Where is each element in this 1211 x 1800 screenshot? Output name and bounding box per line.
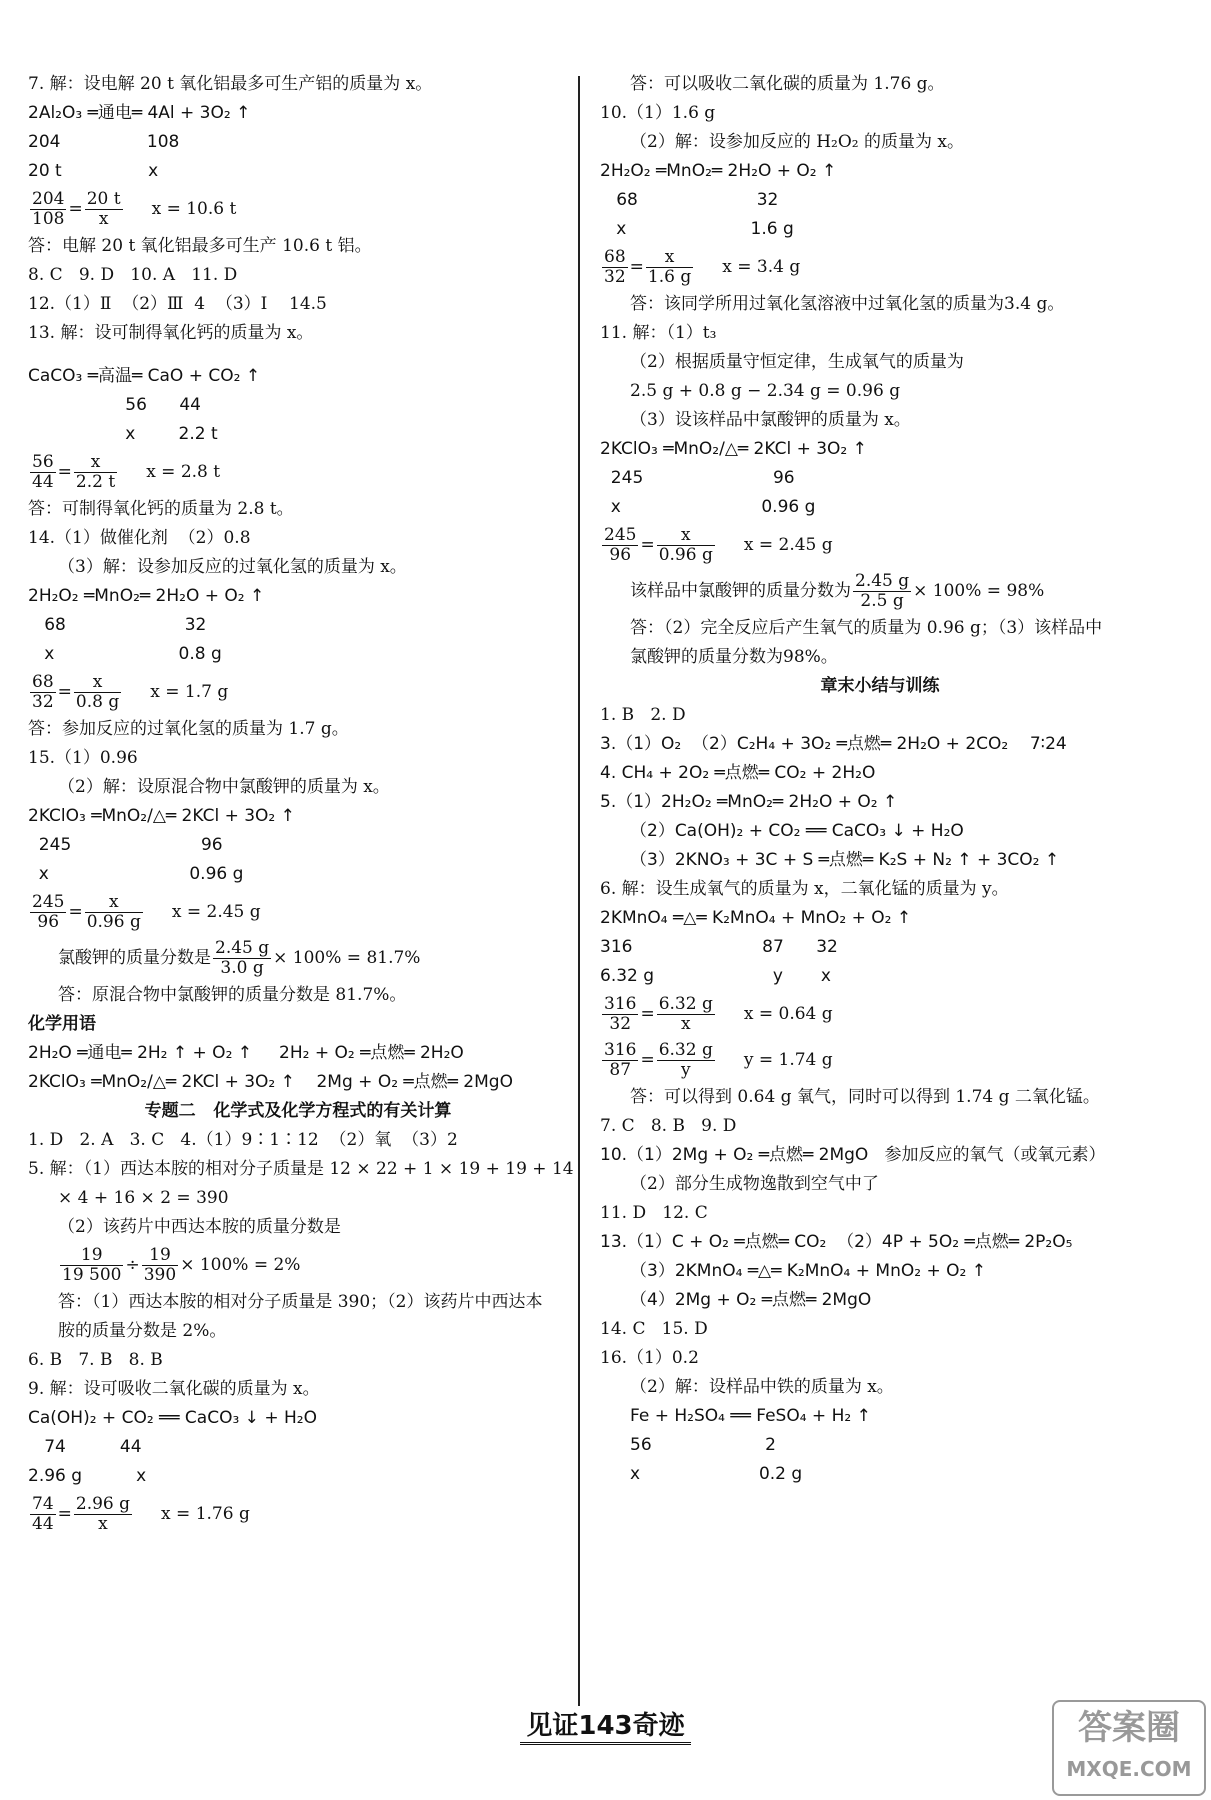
numerator: x — [657, 526, 715, 546]
text-line — [600, 701, 1160, 730]
numerator: 6.32 g — [658, 994, 713, 1014]
text-line — [600, 1344, 1160, 1373]
text-line — [28, 1213, 568, 1242]
text-line — [600, 1228, 1160, 1257]
fraction — [30, 190, 66, 229]
text-line — [600, 348, 1160, 377]
line-text: 2KClO₃ ═MnO₂/△═ 2KCl + 3O₂ ↑ — [28, 806, 295, 826]
fraction — [60, 1246, 123, 1285]
text-line — [28, 1317, 568, 1346]
fraction — [657, 1041, 715, 1080]
line-text: x 2.2 t — [28, 424, 218, 444]
numerator: 2.96 g — [75, 1494, 131, 1514]
text-line — [28, 362, 568, 391]
line-text: 15.（1）0.96 — [28, 748, 138, 768]
text-line — [600, 377, 1160, 406]
result: × 100% = 98% — [913, 581, 1045, 601]
operator: = — [68, 199, 83, 219]
operator: = — [57, 1504, 72, 1524]
line-text: 化学用语 — [28, 1014, 96, 1034]
text-line — [600, 1199, 1160, 1228]
fraction-line — [28, 1242, 568, 1288]
line-text: 9. 解：设可吸收二氧化碳的质量为 x。 — [28, 1379, 320, 1399]
line-text: 6. 解：设生成氧气的质量为 x，二氧化锰的质量为 y。 — [600, 879, 1009, 899]
line-text: 8. C 9. D 10. A 11. D — [28, 265, 238, 285]
fraction — [30, 453, 56, 492]
text-line — [28, 1375, 568, 1404]
operator: = — [629, 257, 644, 277]
text-line — [28, 157, 568, 186]
text-line — [600, 1460, 1160, 1489]
text-line — [28, 582, 568, 611]
line-text: 2H₂O₂ ═MnO₂═ 2H₂O + O₂ ↑ — [28, 586, 265, 606]
line-text: 2.96 g x — [28, 1466, 147, 1486]
line-text: 14. C 15. D — [600, 1319, 708, 1339]
text-line — [600, 1402, 1160, 1431]
line-text: 答：原混合物中氯酸钾的质量分数是 81.7%。 — [58, 985, 407, 1005]
fraction — [30, 673, 56, 712]
line-text: 316 87 32 — [600, 937, 838, 957]
text-line — [600, 1315, 1160, 1344]
numerator: 6.32 g — [658, 1040, 713, 1060]
line-text: 6.32 g y x — [600, 966, 831, 986]
line-text: 答：可以得到 0.64 g 氧气，同时可以得到 1.74 g 二氧化锰。 — [630, 1087, 1100, 1107]
line-text: （2）该药片中西达本胺的质量分数是 — [58, 1217, 341, 1237]
line-text: 4. CH₄ + 2O₂ ═点燃═ CO₂ + 2H₂O — [600, 763, 876, 783]
line-text: （2）解：设原混合物中氯酸钾的质量为 x。 — [58, 777, 390, 797]
text-line — [28, 290, 568, 319]
result: x = 0.64 g — [716, 1004, 833, 1024]
line-text: 答：可以吸收二氧化碳的质量为 1.76 g。 — [630, 74, 945, 94]
denominator: 0.96 g — [86, 912, 141, 932]
text-line — [600, 759, 1160, 788]
footer-left-text: 见证 — [526, 1711, 579, 1741]
line-text: （2）Ca(OH)₂ + CO₂ ══ CaCO₃ ↓ + H₂O — [630, 821, 964, 841]
line-text: 专题二 化学式及化学方程式的有关计算 — [144, 1101, 452, 1121]
line-text: 氯酸钾的质量分数为98%。 — [630, 647, 838, 667]
fraction — [85, 893, 143, 932]
denominator: 96 — [37, 912, 60, 932]
numerator: 245 — [32, 892, 65, 912]
fraction-line — [600, 991, 1160, 1037]
right-column — [600, 70, 1160, 1489]
line-text: 11. D 12. C — [600, 1203, 708, 1223]
numerator: 204 — [32, 189, 65, 209]
text-line — [28, 860, 568, 889]
line-text: 答：（1）西达本胺的相对分子质量是 390；（2）该药片中西达本 — [58, 1292, 543, 1312]
page-number-label — [520, 1705, 690, 1745]
text-line — [600, 817, 1160, 846]
text-line — [600, 290, 1160, 319]
text-line — [28, 744, 568, 773]
line-text: 6. B 7. B 8. B — [28, 1350, 163, 1370]
fraction — [602, 995, 638, 1034]
denominator: 32 — [604, 267, 626, 287]
text-line — [600, 788, 1160, 817]
text-line — [28, 70, 568, 99]
fraction — [85, 190, 123, 229]
result: x = 10.6 t — [124, 199, 237, 219]
text-line — [28, 611, 568, 640]
denominator: 2.2 t — [75, 472, 116, 492]
text-line — [600, 464, 1160, 493]
line-text: 章末小结与训练 — [820, 676, 940, 696]
fraction-line — [28, 186, 568, 232]
line-text: 答：电解 20 t 氧化铝最多可生产 10.6 t 铝。 — [28, 236, 372, 256]
text-line — [28, 1288, 568, 1317]
denominator: 19 500 — [62, 1265, 122, 1285]
line-text: 14.（1）做催化剂 （2）0.8 — [28, 528, 251, 548]
denominator: x — [98, 209, 109, 229]
line-text: （2）解：设参加反应的 H₂O₂ 的质量为 x。 — [630, 132, 965, 152]
line-text: 16.（1）0.2 — [600, 1348, 699, 1368]
line-text: （3）2KMnO₄ ═△═ K₂MnO₄ + MnO₂ + O₂ ↑ — [630, 1261, 986, 1281]
fraction-line — [600, 568, 1160, 614]
line-text: 7. C 8. B 9. D — [600, 1116, 737, 1136]
text-line — [600, 435, 1160, 464]
text-line — [600, 1257, 1160, 1286]
result: y = 1.74 g — [716, 1050, 833, 1070]
line-text: 13.（1）C + O₂ ═点燃═ CO₂ （2）4P + 5O₂ ═点燃═ 2P₂O₅ — [600, 1232, 1073, 1252]
text-line — [600, 933, 1160, 962]
operator: = — [68, 902, 83, 922]
line-text: （3）2KNO₃ + 3C + S ═点燃═ K₂S + N₂ ↑ + 3CO₂ ↑ — [630, 850, 1060, 870]
text-line — [600, 215, 1160, 244]
line-text: 12.（1）Ⅱ （2）Ⅲ 4 （3）Ⅰ 14.5 — [28, 294, 327, 314]
line-text: 10.（1）1.6 g — [600, 103, 716, 123]
line-text: 74 44 — [28, 1437, 142, 1457]
numerator: 2.45 g — [215, 938, 270, 958]
text-line — [28, 1068, 568, 1097]
numerator: x — [74, 673, 121, 693]
fraction-line — [28, 669, 568, 715]
text-line — [600, 730, 1160, 759]
line-text: 胺的质量分数是 2%。 — [58, 1321, 227, 1341]
page-footer — [0, 1705, 1211, 1745]
text-line — [600, 875, 1160, 904]
line-text: 56 44 — [28, 395, 201, 415]
denominator: 108 — [32, 209, 65, 229]
text-line — [600, 904, 1160, 933]
numerator: 316 — [604, 994, 637, 1014]
line-text: 68 32 — [28, 615, 207, 635]
denominator: 96 — [609, 545, 632, 565]
fraction-line — [28, 889, 568, 935]
denominator: 3.0 g — [220, 958, 264, 978]
line-text: 10.（1）2Mg + O₂ ═点燃═ 2MgO 参加反应的氧气（或氧元素） — [600, 1145, 1106, 1165]
result: x = 2.45 g — [144, 902, 261, 922]
text-line — [600, 319, 1160, 348]
text-line — [28, 831, 568, 860]
result: x = 2.45 g — [716, 535, 833, 555]
denominator: 44 — [32, 472, 54, 492]
denominator: 44 — [32, 1514, 54, 1534]
text-line — [28, 1126, 568, 1155]
watermark-logo — [1052, 1700, 1206, 1796]
line-text: × 4 + 16 × 2 = 390 — [58, 1188, 229, 1208]
numerator: 19 — [60, 1246, 123, 1266]
text-line — [600, 614, 1160, 643]
page-number: 143 — [578, 1711, 633, 1741]
line-text: 2KClO₃ ═MnO₂/△═ 2KCl + 3O₂ ↑ 2Mg + O₂ ═点燃═ 2MgO — [28, 1072, 513, 1092]
line-text: x 1.6 g — [600, 219, 794, 239]
line-text: （3）设该样品中氯酸钾的质量为 x。 — [630, 410, 911, 430]
fraction — [74, 673, 121, 712]
line-text: 2.5 g + 0.8 g − 2.34 g = 0.96 g — [630, 381, 901, 401]
result: x = 3.4 g — [695, 257, 801, 277]
column-divider — [578, 76, 580, 1706]
text-line — [28, 1462, 568, 1491]
line-text: 245 96 — [28, 835, 223, 855]
line-text: Fe + H₂SO₄ ══ FeSO₄ + H₂ ↑ — [630, 1406, 871, 1426]
text-line — [28, 99, 568, 128]
line-text: x 0.2 g — [630, 1464, 803, 1484]
text-line — [28, 391, 568, 420]
numerator: 74 — [32, 1494, 54, 1514]
fraction — [602, 1041, 638, 1080]
denominator: 0.96 g — [658, 545, 713, 565]
line-text: 3.（1）O₂ （2）C₂H₄ + 3O₂ ═点燃═ 2H₂O + 2CO₂ 7∶24 — [600, 734, 1067, 754]
line-text: 答：该同学所用过氧化氢溶液中过氧化氢的质量为3.4 g。 — [630, 294, 1065, 314]
numerator: 20 t — [86, 189, 121, 209]
denominator: 87 — [609, 1060, 632, 1080]
line-text: x 0.96 g — [600, 497, 816, 517]
fraction — [853, 572, 911, 611]
line-text: 答：参加反应的过氧化氢的质量为 1.7 g。 — [28, 719, 349, 739]
fraction — [213, 939, 271, 978]
text-line — [600, 846, 1160, 875]
text-line — [28, 640, 568, 669]
fraction — [30, 893, 66, 932]
section-heading — [28, 1097, 568, 1126]
result: x = 1.7 g — [123, 682, 229, 702]
text-line — [28, 420, 568, 449]
text-line — [28, 319, 568, 348]
numerator: 245 — [604, 525, 637, 545]
text-line — [28, 1184, 568, 1213]
text-line — [28, 524, 568, 553]
denominator: 32 — [609, 1014, 632, 1034]
text-line — [600, 1373, 1160, 1402]
fraction-line — [600, 1037, 1160, 1083]
line-text: CaCO₃ ═高温═ CaO + CO₂ ↑ — [28, 366, 261, 386]
text-line — [28, 128, 568, 157]
text-line — [600, 1286, 1160, 1315]
line-text: 该样品中氯酸钾的质量分数为 — [630, 581, 851, 601]
line-text: 7. 解：设电解 20 t 氧化铝最多可生产铝的质量为 x。 — [28, 74, 433, 94]
text-line — [28, 981, 568, 1010]
line-text: x 0.96 g — [28, 864, 244, 884]
line-text: （2）解：设样品中铁的质量为 x。 — [630, 1377, 894, 1397]
fraction-line — [28, 1491, 568, 1537]
text-line — [28, 1039, 568, 1068]
line-text: 68 32 — [600, 190, 779, 210]
denominator: 2.5 g — [860, 591, 904, 611]
fraction-line — [600, 244, 1160, 290]
result: × 100% = 2% — [180, 1255, 301, 1275]
denominator: y — [680, 1060, 691, 1080]
text-line — [600, 493, 1160, 522]
line-text: 5.（1）2H₂O₂ ═MnO₂═ 2H₂O + O₂ ↑ — [600, 792, 898, 812]
denominator: 1.6 g — [647, 267, 692, 287]
text-line — [600, 1112, 1160, 1141]
text-line — [600, 1431, 1160, 1460]
fraction — [74, 1495, 132, 1534]
text-line — [600, 99, 1160, 128]
line-text: Ca(OH)₂ + CO₂ ══ CaCO₃ ↓ + H₂O — [28, 1408, 317, 1428]
numerator: 19 — [142, 1246, 178, 1266]
text-line — [28, 495, 568, 524]
text-line — [28, 1155, 574, 1184]
footer-right-text: 奇迹 — [632, 1711, 685, 1741]
text-line — [600, 1170, 1160, 1199]
text-line — [28, 1346, 568, 1375]
operator: = — [640, 1050, 655, 1070]
numerator: 316 — [604, 1040, 637, 1060]
fraction — [602, 248, 628, 287]
fraction-line — [28, 449, 568, 495]
line-text: 2H₂O ═通电═ 2H₂ ↑ + O₂ ↑ 2H₂ + O₂ ═点燃═ 2H₂O — [28, 1043, 464, 1063]
denominator: x — [98, 1514, 108, 1534]
text-line — [28, 773, 568, 802]
left-column — [28, 70, 574, 1537]
watermark-url: MXQE.COM — [1066, 1757, 1192, 1781]
watermark-title: 答案圈 — [1078, 1708, 1180, 1748]
text-line — [600, 406, 1160, 435]
text-line — [600, 643, 1160, 672]
numerator: 68 — [604, 247, 626, 267]
text-line — [28, 1433, 568, 1462]
numerator: x — [646, 248, 693, 268]
line-text: （4）2Mg + O₂ ═点燃═ 2MgO — [630, 1290, 872, 1310]
line-text: 2KClO₃ ═MnO₂/△═ 2KCl + 3O₂ ↑ — [600, 439, 867, 459]
line-text: x 0.8 g — [28, 644, 222, 664]
line-text: 1. D 2. A 3. C 4.（1）9∶1∶12 （2）氧 （3）2 — [28, 1130, 458, 1150]
denominator: 32 — [32, 692, 54, 712]
text-line — [600, 157, 1160, 186]
numerator: x — [74, 453, 117, 473]
text-line — [28, 261, 568, 290]
fraction — [142, 1246, 178, 1285]
numerator: 56 — [32, 452, 54, 472]
numerator: 2.45 g — [855, 571, 910, 591]
line-text: 56 2 — [630, 1435, 776, 1455]
text-line — [600, 1083, 1160, 1112]
fraction — [657, 526, 715, 565]
fraction-line — [28, 935, 568, 981]
fraction — [646, 248, 693, 287]
numerator: x — [85, 893, 143, 913]
result: x = 2.8 t — [119, 462, 221, 482]
operator: = — [57, 462, 72, 482]
result: × 100% = 81.7% — [273, 948, 421, 968]
operator: = — [640, 535, 655, 555]
text-line — [600, 962, 1160, 991]
text-line — [600, 1141, 1160, 1170]
denominator: 390 — [143, 1265, 177, 1285]
line-text: 1. B 2. D — [600, 705, 686, 725]
result: x = 1.76 g — [134, 1504, 250, 1524]
line-text: 氯酸钾的质量分数是 — [58, 948, 211, 968]
line-text: 2KMnO₄ ═△═ K₂MnO₄ + MnO₂ + O₂ ↑ — [600, 908, 912, 928]
line-text: 答：可制得氧化钙的质量为 2.8 t。 — [28, 499, 294, 519]
text-line — [600, 186, 1160, 215]
text-line — [600, 70, 1160, 99]
text-line — [28, 1404, 568, 1433]
spacer — [28, 348, 568, 362]
line-text: 2H₂O₂ ═MnO₂═ 2H₂O + O₂ ↑ — [600, 161, 837, 181]
numerator: 68 — [32, 672, 54, 692]
line-text: 答：（2）完全反应后产生氧气的质量为 0.96 g；（3）该样品中 — [630, 618, 1103, 638]
line-text: 204 108 — [28, 132, 180, 152]
line-text: （2）根据质量守恒定律，生成氧气的质量为 — [630, 352, 964, 372]
line-text: 20 t x — [28, 161, 159, 181]
text-line — [28, 715, 568, 744]
operator: = — [640, 1004, 655, 1024]
operator: ÷ — [125, 1255, 140, 1275]
fraction-line — [600, 522, 1160, 568]
denominator: x — [680, 1014, 691, 1034]
line-text: 5. 解：（1）西达本胺的相对分子质量是 12 × 22 + 1 × 19 + 19 + 14 — [28, 1159, 574, 1179]
fraction — [657, 995, 715, 1034]
fraction — [74, 453, 117, 492]
operator: = — [57, 682, 72, 702]
text-line — [28, 553, 568, 582]
text-line — [28, 1010, 568, 1039]
text-line — [28, 802, 568, 831]
text-line — [28, 232, 568, 261]
line-text: （3）解：设参加反应的过氧化氢的质量为 x。 — [58, 557, 407, 577]
line-text: 2Al₂O₃ ═通电═ 4Al + 3O₂ ↑ — [28, 103, 251, 123]
fraction — [30, 1495, 56, 1534]
denominator: 0.8 g — [75, 692, 120, 712]
section-heading — [600, 672, 1160, 701]
fraction — [602, 526, 638, 565]
line-text: 245 96 — [600, 468, 795, 488]
line-text: （2）部分生成物逸散到空气中了 — [630, 1174, 879, 1194]
line-text: 11. 解：（1）t₃ — [600, 323, 717, 343]
line-text: 13. 解：设可制得氧化钙的质量为 x。 — [28, 323, 314, 343]
text-line — [600, 128, 1160, 157]
